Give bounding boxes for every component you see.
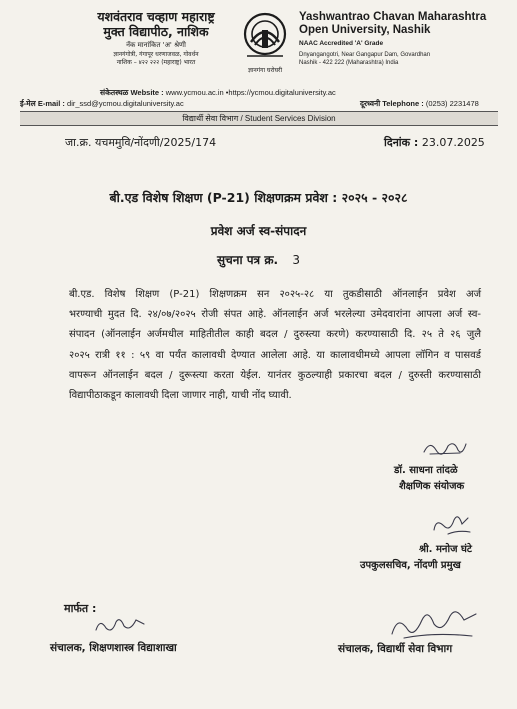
address-marathi-line1: ज्ञानगंगोत्री, गंगापूर धरणाजवळ, गोवर्धन: [113, 51, 199, 58]
signatory-2-designation: उपकुलसचिव, नोंदणी प्रमुख: [360, 560, 461, 571]
website-links[interactable]: www.ycmou.ac.in •https://ycmou.digitaluniversity.ac: [165, 88, 336, 97]
body-line: २०२५ रात्री ११ : ५९ वा पर्यंत कालावधी देण्यात आलेला आहे. या कालावधीमध्ये आपला लॉगिन व पासवर्ड: [69, 349, 481, 361]
forwarding-signature-left: [92, 612, 148, 638]
body-line: विद्यापीठाकडून कालावधी दिला जाणार नाही, याची नोंद घ्यावी.: [69, 390, 292, 402]
email-row: [20, 99, 500, 109]
body-line: भरण्याची मुदत दि. २४/०७/२०२५ रोजी संपत आहे. ऑनलाईन अर्ज भरलेल्या उमेदवारांना आपला अर्ज स्व-: [69, 309, 481, 321]
signature-image-2: [428, 508, 476, 538]
date-label: दिनांक :: [384, 136, 419, 149]
forwarding-signatory-left: संचालक, शिक्षणशास्त्र विद्याशाखा: [50, 642, 177, 654]
address-english-line2: Nashik - 422 222 (Maharashtra) India: [299, 60, 399, 66]
body-line: बी.एड. विशेष शिक्षण (P-21) शिक्षणक्रम सन २०२५-२८ या तुकडीसाठी ऑनलाईन प्रवेश अर्ज: [69, 289, 481, 300]
notice-number: 3: [292, 253, 300, 267]
forwarding-signature-right: [384, 604, 484, 642]
signatory-1-name: डॉ. साधना तांदळे: [394, 465, 458, 476]
body-line: वापरून ऑनलाईन बदल / दुरूस्त्या करता येईल. यानंतर कुठल्याही प्रकारचा बदल / दुरुस्ती करण्यासाठी: [69, 369, 481, 381]
address-english-line1: Dnyangangotri, Near Gangapur Dam, Govardhan: [299, 52, 431, 58]
university-name-marathi-line2: मुक्त विद्यापीठ, नाशिक: [103, 24, 209, 39]
signatory-2-name: श्री. मनोज घंटे: [419, 544, 472, 555]
notice-label: सुचना पत्र क्र.: [217, 253, 279, 267]
university-name-marathi-line1: यशवंतराव चव्हाण महाराष्ट्र: [97, 9, 215, 24]
date-block: [384, 135, 485, 150]
phone-number: (0253) 2231478: [425, 99, 479, 108]
body-line: संपादन (ऑनलाईन अर्जमधील माहितीतील काही बदल / दुरुस्त्या करणे) करण्यासाठी दि. २५ ते २६ जुलै: [69, 329, 481, 341]
notice-number-line: [0, 251, 517, 268]
notice-body: [69, 285, 481, 406]
address-marathi-line2: नाशिक – ४२२ २२२ (महाराष्ट्र) भारत: [116, 59, 196, 66]
email-label: ई-मेल E-mail :: [20, 99, 65, 108]
website-label: संकेतस्थळ Website :: [100, 88, 164, 97]
university-name-english-line2: Open University, Nashik: [299, 24, 431, 36]
phone-block: [360, 99, 479, 109]
email-address[interactable]: dir_ssd@ycmou.digitaluniversity.ac: [67, 99, 184, 108]
via-label: मार्फत :: [64, 602, 97, 615]
signature-image-1: [420, 436, 470, 460]
letterhead-marathi: [66, 9, 246, 67]
notice-title: बी.एड विशेष शिक्षण (P-21) शिक्षणक्रम प्रवेश : २०२५ - २०२८: [109, 190, 408, 205]
phone-label: दूरध्वनी Telephone :: [360, 99, 424, 108]
date-value: 23.07.2025: [421, 136, 485, 149]
website-row: [100, 88, 517, 98]
notice-subtitle: प्रवेश अर्ज स्व-संपादन: [210, 224, 307, 238]
forwarding-signatory-right: संचालक, विद्यार्थी सेवा विभाग: [338, 643, 453, 655]
university-name-english-line1: Yashwantrao Chavan Maharashtra: [299, 11, 487, 23]
grade-marathi: नॅक मानांकित 'अ' श्रेणी: [126, 41, 186, 49]
grade-english: NAAC Accredited 'A' Grade: [299, 40, 384, 47]
logo-motto: ज्ञानगंगा घरोघरी: [247, 67, 283, 74]
letterhead-english: [299, 11, 511, 67]
division-band: विद्यार्थी सेवा विभाग / Student Services Division: [20, 111, 498, 126]
reference-number: जा.क्र. यचममुवि/नोंदणी/2025/174: [65, 136, 217, 149]
signatory-1-designation: शैक्षणिक संयोजक: [399, 481, 465, 492]
university-logo-icon: [243, 12, 287, 64]
